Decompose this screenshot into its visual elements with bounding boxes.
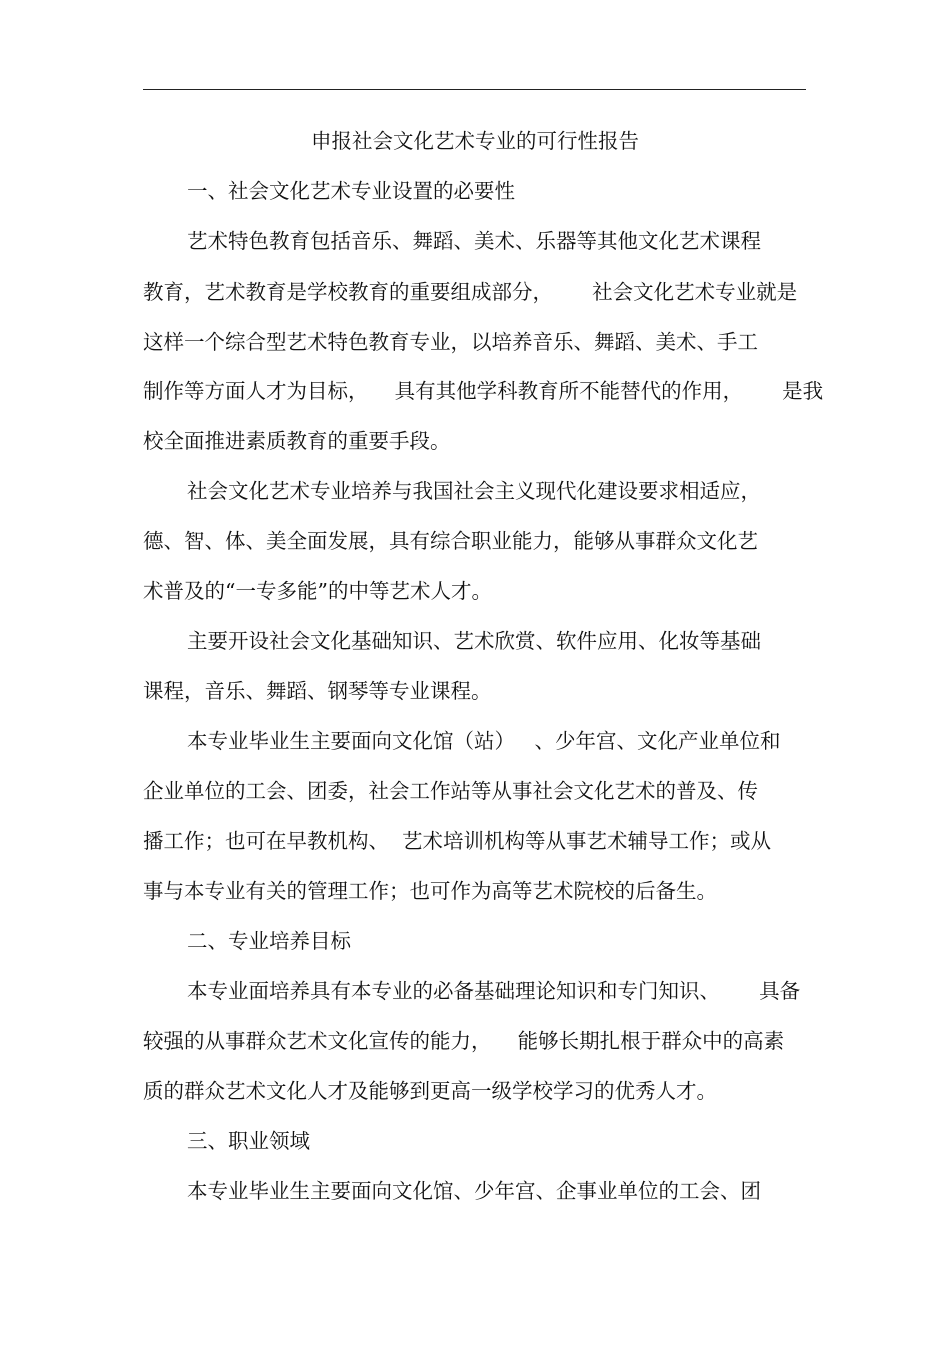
paragraph-line: 制作等方面人才为目标， 具有其他学科教育所不能替代的作用， 是我 (143, 379, 824, 403)
paragraph-line: 艺术特色教育包括音乐、舞蹈、美术、乐器等其他文化艺术课程 (187, 229, 761, 253)
header-rule (143, 89, 806, 90)
paragraph-line: 企业单位的工会、团委，社会工作站等从事社会文化艺术的普及、传 (143, 779, 758, 803)
paragraph-line: 校全面推进素质教育的重要手段。 (143, 429, 451, 453)
paragraph-line: 质的群众艺术文化人才及能够到更高一级学校学习的优秀人才。 (143, 1079, 717, 1103)
paragraph-line: 本专业面培养具有本专业的必备基础理论知识和专门知识、 具备 (187, 979, 801, 1003)
section-heading-1: 一、社会文化艺术专业设置的必要性 (187, 179, 515, 203)
paragraph-line: 这样一个综合型艺术特色教育专业，以培养音乐、舞蹈、美术、手工 (143, 330, 758, 354)
paragraph-line: 本专业毕业生主要面向文化馆（站） 、少年宫、文化产业单位和 (187, 729, 781, 753)
document-title: 申报社会文化艺术专业的可行性报告 (311, 129, 639, 153)
section-heading-3: 三、职业领域 (187, 1129, 310, 1153)
paragraph-line: 课程，音乐、舞蹈、钢琴等专业课程。 (143, 679, 492, 703)
section-heading-2: 二、专业培养目标 (187, 929, 351, 953)
paragraph-line: 教育，艺术教育是学校教育的重要组成部分， 社会文化艺术专业就是 (143, 280, 798, 304)
paragraph-line: 德、智、体、美全面发展，具有综合职业能力，能够从事群众文化艺 (143, 529, 758, 553)
paragraph-line: 较强的从事群众艺术文化宣传的能力， 能够长期扎根于群众中的高素 (143, 1029, 785, 1053)
paragraph-line: 社会文化艺术专业培养与我国社会主义现代化建设要求相适应， (187, 479, 761, 503)
paragraph-line: 术普及的“一专多能”的中等艺术人才。 (143, 579, 492, 603)
paragraph-line: 事与本专业有关的管理工作；也可作为高等艺术院校的后备生。 (143, 879, 717, 903)
paragraph-line: 本专业毕业生主要面向文化馆、少年宫、企事业单位的工会、团 (187, 1179, 761, 1203)
paragraph-line: 主要开设社会文化基础知识、艺术欣赏、软件应用、化妆等基础 (187, 629, 761, 653)
paragraph-line: 播工作；也可在早教机构、 艺术培训机构等从事艺术辅导工作；或从 (143, 829, 772, 853)
